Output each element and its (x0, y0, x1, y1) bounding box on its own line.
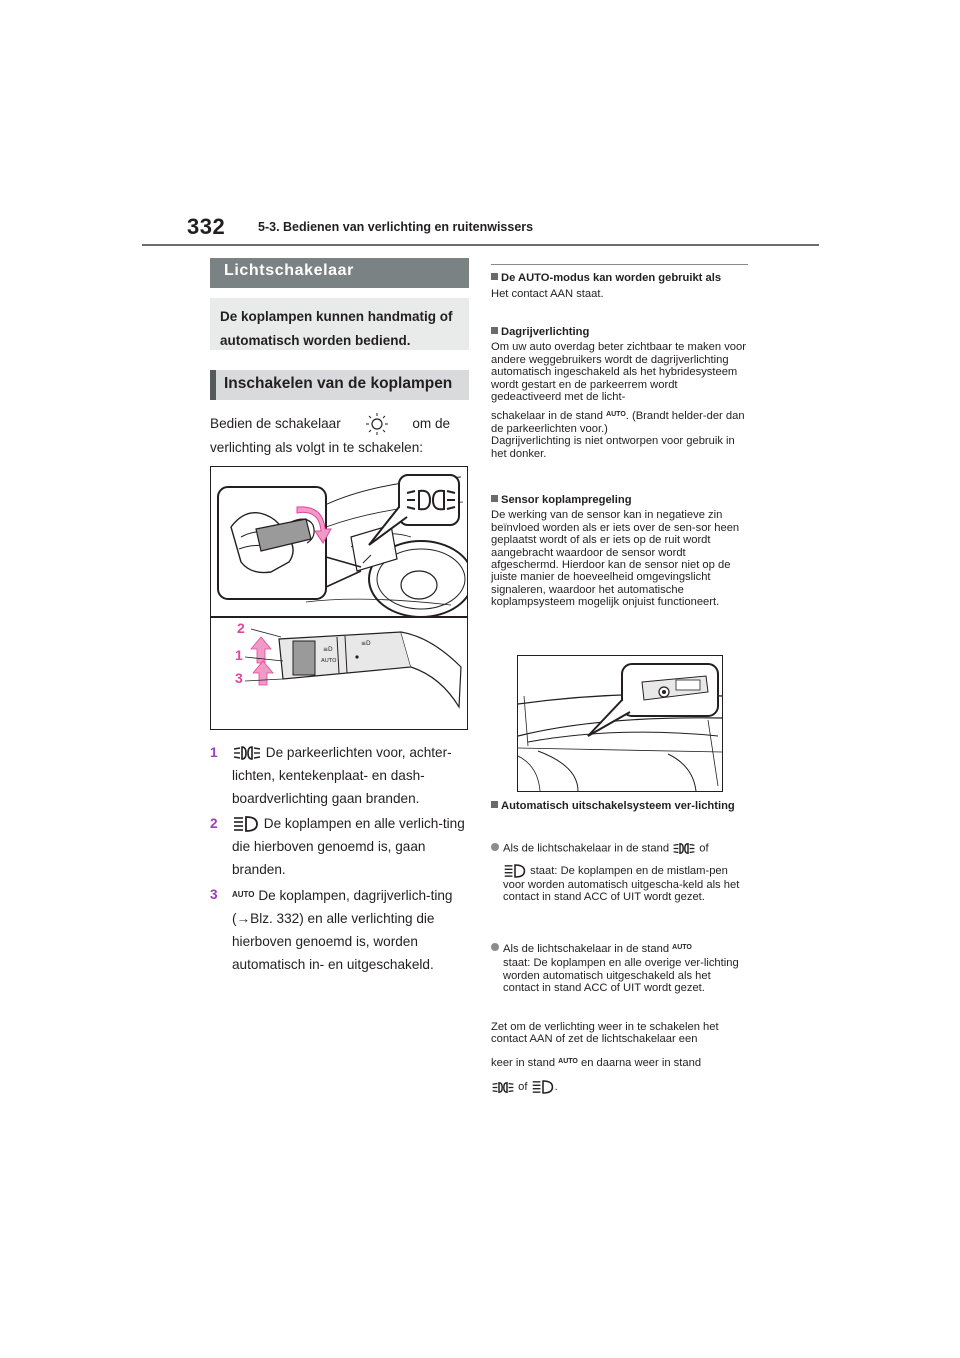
headlight-icon (531, 1079, 555, 1095)
operate-text-before: Bedien de schakelaar (210, 416, 341, 431)
drl-body-1: Om uw auto overdag beter zichtbaar te maken voor andere weggebruikers wordt de dagrijverlichting automatisch ingeschakeld als het hybridesysteem wordt gestart en de parkeerrem wordt gedeactiveerd met de licht- (491, 341, 746, 404)
section-title: 5-3. Bedienen van verlichting en ruitenwissers (258, 220, 534, 234)
drl-body-2a: schakelaar in de stand (491, 410, 603, 423)
auto-icon: AUTO (606, 411, 626, 419)
auto-mode-heading: De AUTO-modus kan worden gebruikt als (501, 272, 722, 284)
parking-lights-icon (672, 842, 696, 855)
restore-note (491, 1021, 748, 1095)
restore-end: . (554, 1081, 558, 1094)
operate-instruction (210, 412, 472, 460)
sensor-heading: Sensor koplampregeling (501, 494, 632, 506)
headlight-icon (232, 815, 260, 833)
drl-body-3: Dagrijverlichting is niet ontworpen voor gebruik in het donker. (491, 435, 735, 460)
square-bullet (491, 801, 498, 808)
light-switch-figure (210, 466, 468, 730)
parking-lights-icon (491, 1081, 515, 1094)
light-switch-illustration (211, 467, 467, 729)
figure-label-3: 3 (235, 670, 243, 686)
drl-body-2b: . (Brandt helder-der dan de parkeerlichten voor.) (491, 410, 745, 435)
auto-mode-body: Het contact AAN staat. (491, 288, 604, 301)
bullet1-of: of (699, 842, 709, 855)
light-switch-icon (351, 413, 403, 435)
round-bullet (491, 843, 499, 851)
bullet1-text-b: staat: De koplampen en de mistlam-pen voor worden automatisch uitgescha-keld als het contact in stand ACC of UIT wordt gezet. (503, 864, 740, 904)
bullet-1 (491, 842, 748, 932)
subheading: Inschakelen van de koplampen (210, 370, 469, 400)
auto-off-heading: Automatisch uitschakelsysteem ver-lichting (501, 800, 735, 812)
auto-mode-note (491, 272, 748, 301)
light-sensor-figure (517, 655, 723, 792)
parking-lights-icon (232, 745, 262, 761)
step-text: De parkeerlichten voor, achter-lichten, kentekenplaat- en dash-boardverlichting gaan branden. (232, 745, 452, 806)
section-band-title: Lichtschakelaar (210, 258, 469, 288)
bullet-2 (491, 942, 748, 1017)
step-text-before: De koplampen, dagrijverlich-ting ( (232, 888, 453, 926)
step-text-after: Blz. 332) en alle verlichting die hierboven genoemd is, worden automatisch in- en uitgeschakeld. (232, 911, 435, 972)
header-rule (142, 244, 819, 246)
square-bullet (491, 495, 498, 502)
step-1 (210, 741, 475, 811)
auto-icon: AUTO (232, 890, 255, 899)
bullet1-text-a: Als de lichtschakelaar in de stand (503, 842, 670, 855)
operate-text-after: om de verlichting als volgt in te schakelen: (210, 416, 451, 455)
svg-text:AUTO: AUTO (321, 658, 337, 664)
step-2 (210, 812, 475, 882)
light-sensor-illustration (518, 656, 722, 791)
step-number: 3 (210, 887, 218, 902)
right-column-rule (491, 264, 748, 265)
auto-icon: AUTO (672, 944, 692, 951)
step-3 (210, 883, 475, 978)
square-bullet (491, 273, 498, 280)
step-number: 1 (210, 745, 218, 760)
square-bullet (491, 327, 498, 334)
bullet2-text-a: Als de lichtschakelaar in de stand (503, 943, 670, 955)
figure-label-1: 1 (235, 647, 243, 663)
restore-of: of (518, 1081, 528, 1094)
auto-off-note (491, 800, 748, 812)
arrow-glyph: → (236, 911, 251, 926)
figure-label-2: 2 (237, 620, 245, 636)
page-number: 332 (187, 214, 226, 239)
intro-box: De koplampen kunnen handmatig of automatisch worden bediend. (210, 298, 469, 350)
step-text: De koplampen en alle verlich-ting die hierboven genoemd is, gaan branden. (232, 816, 465, 877)
svg-text:≡D: ≡D (361, 640, 371, 647)
restore-text-1: Zet om de verlichting weer in te schakelen het contact AAN of zet de lichtschakelaar een (491, 1021, 719, 1046)
svg-text:≡D: ≡D (323, 646, 333, 653)
bullet2-text-b: staat: De koplampen en alle overige ver-lichting worden automatisch uitgeschakeld als het contact in stand ACC of UIT wordt gezet. (503, 957, 739, 995)
restore-text-2b: en daarna weer in stand (581, 1056, 702, 1069)
round-bullet (491, 943, 499, 951)
sensor-body: De werking van de sensor kan in negatieve zin beïnvloed worden als er iets over de sen-sor heen geplaatst wordt of als er iets op de ruit wordt aangebracht waardoor de sensor wordt afgeschermd. Hierdoor kan de sensor niet op de juiste manier de hoeveelheid omgevingslicht signaleren, waardoor het automatische koplampsysteem mogelijk onjuist functioneert. (491, 509, 740, 609)
headlight-icon (503, 863, 527, 879)
sensor-note (491, 494, 748, 609)
auto-icon: AUTO (558, 1057, 578, 1065)
restore-text-2a: keer in stand (491, 1056, 556, 1069)
drl-note (491, 326, 748, 460)
drl-heading: Dagrijverlichting (501, 326, 590, 338)
step-number: 2 (210, 816, 218, 831)
